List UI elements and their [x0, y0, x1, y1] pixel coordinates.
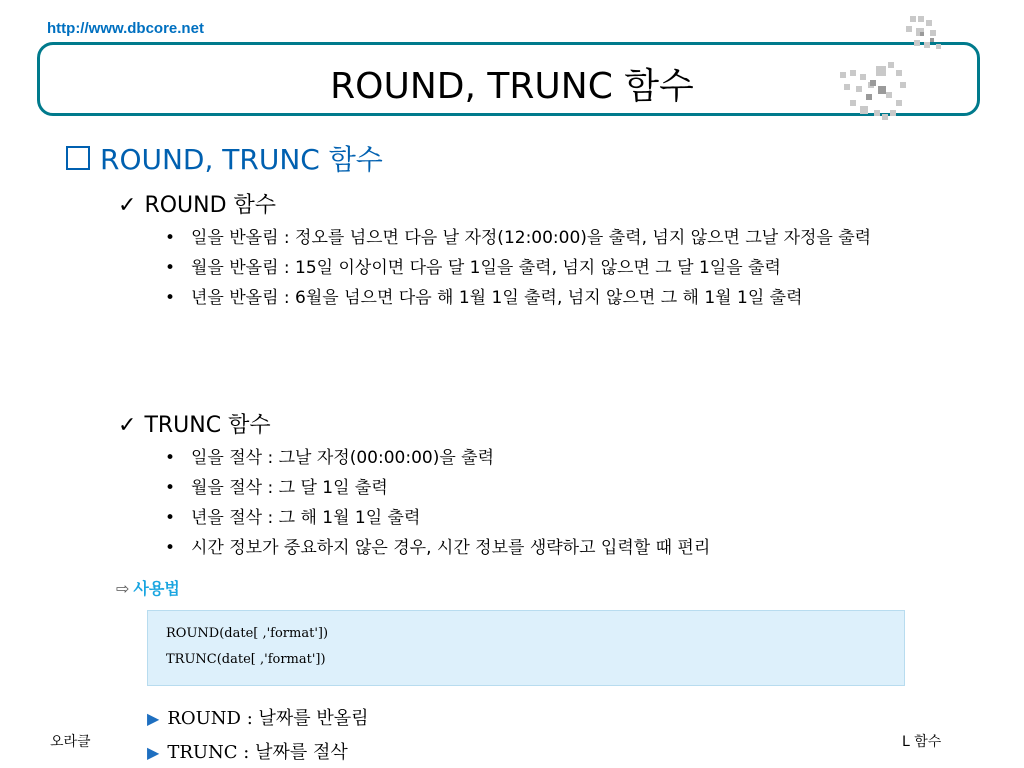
- trunc-bullet-list: [165, 446, 955, 566]
- syntax-code-box: [147, 610, 905, 686]
- section-heading-text: ROUND, TRUNC 함수: [100, 143, 383, 176]
- slide-title: ROUND, TRUNC 함수: [330, 66, 694, 107]
- trunc-description-text: TRUNC : 날짜를 절삭: [167, 742, 348, 763]
- triangle-bullet-icon: ▶: [147, 743, 160, 762]
- trunc-subheading-text: TRUNC 함수: [144, 413, 271, 438]
- checkbox-bullet-icon: [66, 146, 90, 170]
- footer-right-text: L 함수: [902, 734, 942, 750]
- footer-left-text: 오라클: [50, 734, 91, 750]
- usage-label: [116, 576, 180, 599]
- section-heading: [66, 138, 383, 178]
- arrow-right-icon: ⇨: [116, 579, 130, 598]
- code-line-round: ROUND(date[ ,'format']): [166, 626, 329, 641]
- checkmark-icon: ✓: [118, 413, 137, 438]
- trunc-description: [147, 738, 348, 764]
- list-item: • 일을 반올림 : 정오를 넘으면 다음 날 자정(12:00:00)을 출력, 넘지 않으면 그날 자정을 출력: [165, 226, 955, 251]
- list-item: • 년을 절삭 : 그 해 1월 1일 출력: [165, 506, 955, 531]
- list-item: • 년을 반올림 : 6월을 넘으면 다음 해 1월 1일 출력, 넘지 않으면 그 해 1월 1일 출력: [165, 286, 955, 311]
- round-subheading-text: ROUND 함수: [144, 193, 277, 218]
- list-item: • 월을 절삭 : 그 달 1일 출력: [165, 476, 955, 501]
- round-description-text: ROUND : 날짜를 반올림: [167, 708, 369, 729]
- decorative-pixel-logo: [830, 14, 960, 129]
- round-bullet-list: [165, 226, 955, 316]
- triangle-bullet-icon: ▶: [147, 709, 160, 728]
- checkmark-icon: ✓: [118, 193, 137, 218]
- site-url: http://www.dbcore.net: [47, 20, 204, 37]
- list-item: • 월을 반올림 : 15일 이상이면 다음 달 1일을 출력, 넘지 않으면 그 달 1일을 출력: [165, 256, 955, 281]
- list-item: • 일을 절삭 : 그날 자정(00:00:00)을 출력: [165, 446, 955, 471]
- round-subheading: [118, 188, 276, 219]
- list-item: • 시간 정보가 중요하지 않은 경우, 시간 정보를 생략하고 입력할 때 편리: [165, 536, 955, 561]
- code-line-trunc: TRUNC(date[ ,'format']): [166, 652, 326, 667]
- usage-label-text: 사용법: [133, 579, 180, 598]
- trunc-subheading: [118, 408, 271, 439]
- round-description: [147, 704, 369, 730]
